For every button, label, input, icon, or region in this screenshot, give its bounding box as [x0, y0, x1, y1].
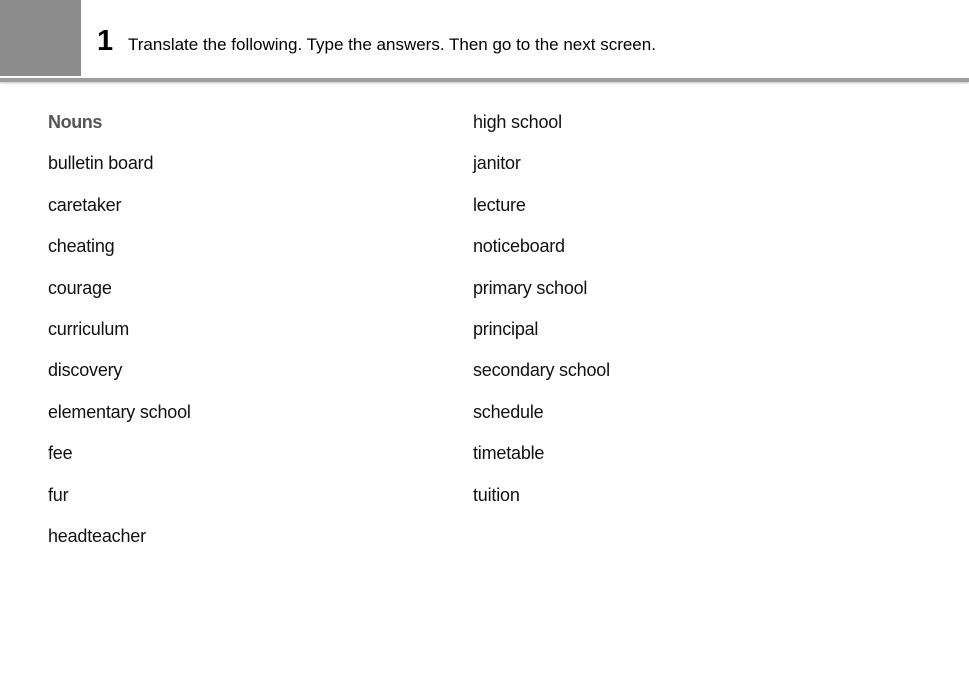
vocab-item: primary school [473, 277, 588, 298]
vocab-item: fee [48, 443, 73, 464]
exercise-number: 1 [97, 25, 114, 57]
exercise-instruction: Translate the following. Type the answers. Then go to the next screen. [128, 35, 656, 54]
vocab-item: elementary school [48, 401, 191, 422]
vocab-item: principal [473, 318, 539, 339]
vocab-item: courage [48, 277, 112, 298]
exercise-header [0, 0, 969, 84]
vocab-heading: Nouns [48, 112, 102, 132]
vocab-item: high school [473, 112, 562, 132]
vocab-column-left [48, 110, 191, 565]
vocab-item: caretaker [48, 194, 122, 215]
vocab-item: secondary school [473, 360, 610, 381]
vocab-item: noticeboard [473, 236, 565, 257]
vocab-item: schedule [473, 401, 544, 422]
vocab-item: fur [48, 484, 69, 505]
header-color-block [0, 0, 81, 76]
header-divider [0, 78, 969, 82]
vocab-item: janitor [473, 153, 521, 174]
vocab-item: discovery [48, 360, 123, 381]
vocab-item: timetable [473, 443, 545, 464]
vocab-column-right [473, 110, 610, 524]
vocab-item: bulletin board [48, 153, 154, 174]
vocab-item: lecture [473, 194, 526, 215]
vocab-item: headteacher [48, 525, 146, 546]
vocab-item: tuition [473, 484, 520, 505]
vocab-item: curriculum [48, 318, 130, 339]
vocab-item: cheating [48, 236, 115, 257]
